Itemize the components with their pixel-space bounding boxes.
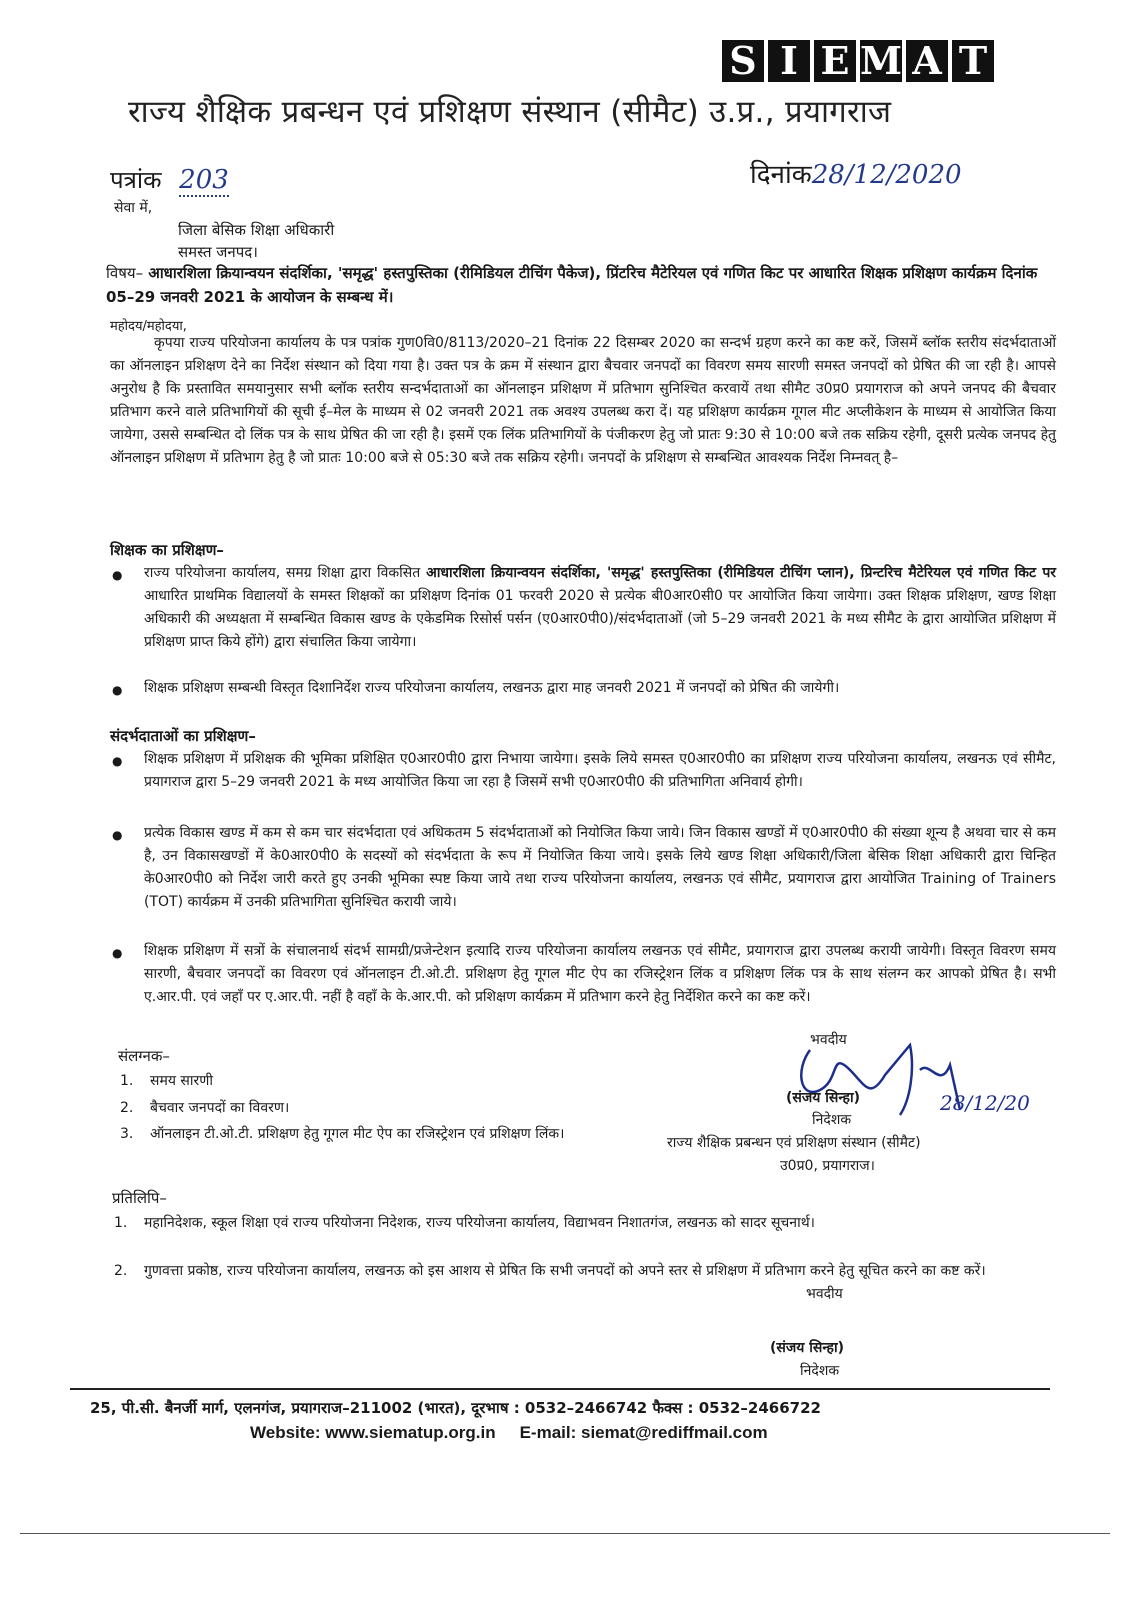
addressee-label: सेवा में, <box>114 200 153 216</box>
bullet-text: शिक्षक प्रशिक्षण में प्रशिक्षक की भूमिका प्रशिक्षित ए0आर0पी0 द्वारा निभाया जायेगा। इसके लिये समस्त ए0आर0पी0 का प्रशिक्षण राज्य परियोजना कार्यालय, लखनऊ एवं सीमैट, प्रयागराज द्वारा 5–29 जनवरी 2021 के मध्य आयोजित किया जा रहा है जिसमें सभी ए0आर0पी0 की प्रतिभागिता अनिवार्य होगी। <box>144 751 1056 790</box>
footer-divider <box>70 1388 1050 1390</box>
letter-number <box>110 163 229 196</box>
bullet-text: शिक्षक प्रशिक्षण सम्बन्धी विस्तृत दिशानिर्देश राज्य परियोजना कार्यालय, लखनऊ द्वारा माह जनवरी 2021 में जनपदों को प्रेषित की जायेगी। <box>144 680 840 696</box>
subject <box>106 261 1056 309</box>
enclosures-label: संलग्नक– <box>118 1047 170 1065</box>
signature-date: 28/12/20 <box>940 1091 1030 1115</box>
enclosure-text: समय सारणी <box>150 1073 213 1089</box>
letter-number-value: 203 <box>179 165 229 195</box>
signoff-yours: भवदीय <box>810 1032 847 1048</box>
siemat-logo <box>722 40 994 82</box>
list-item <box>112 940 1056 1009</box>
bullet-icon: ● <box>112 828 123 842</box>
bullet-text: शिक्षक प्रशिक्षण में सत्रों के संचालनार्थ संदर्भ सामग्री/प्रजेन्टेशन इत्यादि राज्य परियोजना कार्यालय लखनऊ एवं सीमैट, प्रयागराज द्वारा उपलब्ध करायी जायेगी। विस्तृत विवरण समय सारणी, बैचवार जनपदों का विवरण एवं ऑनलाइन टी.ओ.टी. प्रशिक्षण हेतु गूगल मीट ऐप का रजिस्ट्रेशन लिंक व प्रशिक्षण लिंक पत्र के साथ संलग्न कर आपको प्रेषित है। सभी ए.आर.पी. एवं जहाँ पर ए.आर.पी. नहीं है वहाँ के के.आर.पी. को प्रशिक्षण कार्यक्रम में प्रतिभाग करने हेतु निर्देशित करने का कष्ट करें। <box>144 943 1056 1005</box>
subject-text: आधारशिला क्रियान्वयन संदर्शिका, 'समृद्ध' हस्तपुस्तिका (रीमिडियल टीचिंग पैकेज), प्रिंटरिच मैटेरियल एवं गणित किट पर आधारित शिक्षक प्रशिक्षण कार्यक्रम दिनांक 05–29 जनवरी 2021 के आयोजन के सम्बन्ध में। <box>106 264 1038 306</box>
list-item <box>112 677 1056 702</box>
copy-text: गुणवत्ता प्रकोष्ठ, राज्य परियोजना कार्यालय, लखनऊ को इस आशय से प्रेषित कि सभी जनपदों को अपने स्तर से प्रशिक्षण में प्रतिभाग करने हेतु सूचित करने का कष्ट करें। <box>144 1263 986 1279</box>
addressee-line: जिला बेसिक शिक्षा अधिकारी <box>178 221 335 239</box>
subject-label: विषय– <box>106 264 144 282</box>
list-item <box>112 822 1056 914</box>
logo-letter: M <box>860 38 903 83</box>
section-heading: शिक्षक का प्रशिक्षण– <box>110 541 224 559</box>
bullet-icon: ● <box>112 754 123 768</box>
page-bottom-divider <box>20 1533 1110 1534</box>
copy-item <box>114 1260 1048 1282</box>
signer-place: उ0प्र0, प्रयागराज। <box>780 1158 875 1174</box>
institute-title: राज्य शैक्षिक प्रबन्धन एवं प्रशिक्षण संस्थान (सीमैट) उ.प्र., प्रयागराज <box>128 94 892 130</box>
signer-organization: राज्य शैक्षिक प्रबन्धन एवं प्रशिक्षण संस्थान (सीमैट) <box>667 1135 921 1151</box>
enclosure-number: 2. <box>120 1100 134 1116</box>
footer-email: E-mail: siemat@rediffmail.com <box>519 1423 768 1442</box>
copy-item <box>114 1212 1048 1234</box>
enclosure-number: 3. <box>120 1126 134 1142</box>
list-item <box>112 748 1056 794</box>
footer-website: Website: www.siematup.org.in <box>250 1423 496 1442</box>
enclosure-item <box>120 1097 620 1119</box>
footer-address: 25, पी.सी. बैनर्जी मार्ग, एलनगंज, प्रयागराज–211002 (भारत), दूरभाष : 0532–2466742 फैक्स : 0532–2466722 <box>90 1399 821 1417</box>
enclosure-text: ऑनलाइन टी.ओ.टी. प्रशिक्षण हेतु गूगल मीट ऐप का रजिस्ट्रेशन एवं प्रशिक्षण लिंक। <box>150 1126 565 1142</box>
copy-text: महानिदेशक, स्कूल शिक्षा एवं राज्य परियोजना निदेशक, राज्य परियोजना कार्यालय, विद्याभवन निशातगंज, लखनऊ को सादर सूचनार्थ। <box>144 1215 815 1231</box>
copy-label: प्रतिलिपि– <box>112 1189 167 1207</box>
letter-date-value: 28/12/2020 <box>811 160 962 190</box>
bullet-text-bold: आधारशिला क्रियान्वयन संदर्शिका, 'समृद्ध' हस्तपुस्तिका (रीमिडियल टीचिंग प्लान), प्रिन्टरिच मैटेरियल एवं गणित किट पर <box>426 565 1057 581</box>
copy-signer-name: (संजय सिन्हा) <box>770 1340 844 1356</box>
copy-number: 1. <box>114 1215 128 1231</box>
bullet-icon: ● <box>112 568 123 582</box>
copy-signer-designation: निदेशक <box>800 1363 840 1379</box>
enclosure-item <box>120 1123 630 1145</box>
copy-number: 2. <box>114 1263 128 1279</box>
logo-letter: T <box>952 40 994 82</box>
salutation: महोदय/महोदया, <box>110 319 187 334</box>
logo-letter: A <box>906 40 948 82</box>
logo-letter: I <box>768 40 810 82</box>
enclosure-number: 1. <box>120 1073 134 1089</box>
letter-number-label: पत्रांक <box>110 166 162 194</box>
bullet-icon: ● <box>112 946 123 960</box>
bullet-text: राज्य परियोजना कार्यालय, समग्र शिक्षा द्वारा विकसित <box>144 565 427 581</box>
enclosure-text: बैचवार जनपदों का विवरण। <box>150 1100 290 1116</box>
logo-letter: S <box>722 40 764 82</box>
body-paragraph: कृपया राज्य परियोजना कार्यालय के पत्र पत्रांक गुण0वि0/8113/2020–21 दिनांक 22 दिसम्बर 2020 का सन्दर्भ ग्रहण करने का कष्ट करें, जिसमें ब्लॉक स्तरीय संदर्भदाताओं का ऑनलाइन प्रशिक्षण देने का निर्देश संस्थान को दिया गया है। उक्त पत्र के क्रम में संस्थान द्वारा बैचवार जनपदों का विवरण समय सारणी समस्त जनपदों को प्रेषित की जा रही है। आपसे अनुरोध है कि प्रस्तावित समयानुसार सभी ब्लॉक स्तरीय सन्दर्भदाताओं का ऑनलाइन प्रशिक्षण में प्रतिभाग सुनिश्चित करवायें तथा सीमैट उ0प्र0 प्रयागराज को अपने जनपद की बैचवार प्रतिभाग करने वाले प्रतिभागियों की सूची ई–मेल के माध्यम से 02 जनवरी 2021 तक अवश्य उपलब्ध करा दें। यह प्रशिक्षण कार्यक्रम गूगल मीट अप्लीकेशन के माध्यम से आयोजित किया जायेगा, उससे सम्बन्धित दो लिंक पत्र के साथ प्रेषित की जा रही है। इसमें एक लिंक प्रतिभागियों के पंजीकरण हेतु जो प्रातः 9:30 से 10:00 बजे तक सक्रिय रहेगी, दूसरी प्रत्येक जनपद हेतु ऑनलाइन प्रशिक्षण में प्रतिभाग हेतु है जो प्रातः 10:00 बजे से 05:30 बजे तक सक्रिय रहेगी। जनपदों के प्रशिक्षण से सम्बन्धित आवश्यक निर्देश निम्नवत् है– <box>110 335 1056 466</box>
bullet-text: प्रत्येक विकास खण्ड में कम से कम चार संदर्भदाता एवं अधिकतम 5 संदर्भदाताओं को नियोजित किया जाये। जिन विकास खण्डों में ए0आर0पी0 की संख्या शून्य है अथवा चार से कम है, उन विकासखण्डों में के0आर0पी0 के सदस्यों को संदर्भदाता के रूप में नियोजित किया जाये। इसके लिये खण्ड शिक्षा अधिकारी/जिला बेसिक शिक्षा अधिकारी द्वारा चिन्हित के0आर0पी0 को निर्देश जारी करते हुए उनकी भूमिका स्पष्ट किया जाये तथा राज्य परियोजना कार्यालय, लखनऊ एवं सीमैट, प्रयागराज द्वारा आयोजित Training of Trainers (TOT) कार्यक्रम में उनकी प्रतिभागिता सुनिश्चित करायी जाये। <box>144 825 1056 910</box>
logo-letter: E <box>814 40 856 82</box>
signer-name: (संजय सिन्हा) <box>786 1090 860 1106</box>
footer-contact <box>250 1423 768 1443</box>
list-item <box>112 562 1056 654</box>
addressee-line: समस्त जनपद। <box>178 243 258 261</box>
enclosure-item <box>120 1070 620 1092</box>
bullet-icon: ● <box>112 683 123 697</box>
copy-yours: भवदीय <box>806 1286 843 1302</box>
bullet-text: आधारित प्राथमिक विद्यालयों के समस्त शिक्षकों का प्रशिक्षण दिनांक 01 फरवरी 2020 से प्रत्येक बी0आर0सी0 पर आयोजित किया जायेगा। उक्त शिक्षक प्रशिक्षण, खण्ड शिक्षा अधिकारी की अध्यक्षता में सम्बन्धित विकास खण्ड के एकेडमिक रिसोर्स पर्सन (ए0आर0पी0)/संदर्भदाताओं (जो 5–29 जनवरी 2021 के मध्य सीमैट के द्वारा आयोजित प्रशिक्षण में प्रशिक्षण प्राप्त किये होंगे) द्वारा संचालित किया जायेगा। <box>144 588 1056 650</box>
letter-date <box>750 155 962 191</box>
letter-date-label: दिनांक <box>750 160 812 190</box>
signer-designation: निदेशक <box>812 1112 852 1128</box>
section-heading: संदर्भदाताओं का प्रशिक्षण– <box>110 727 256 745</box>
